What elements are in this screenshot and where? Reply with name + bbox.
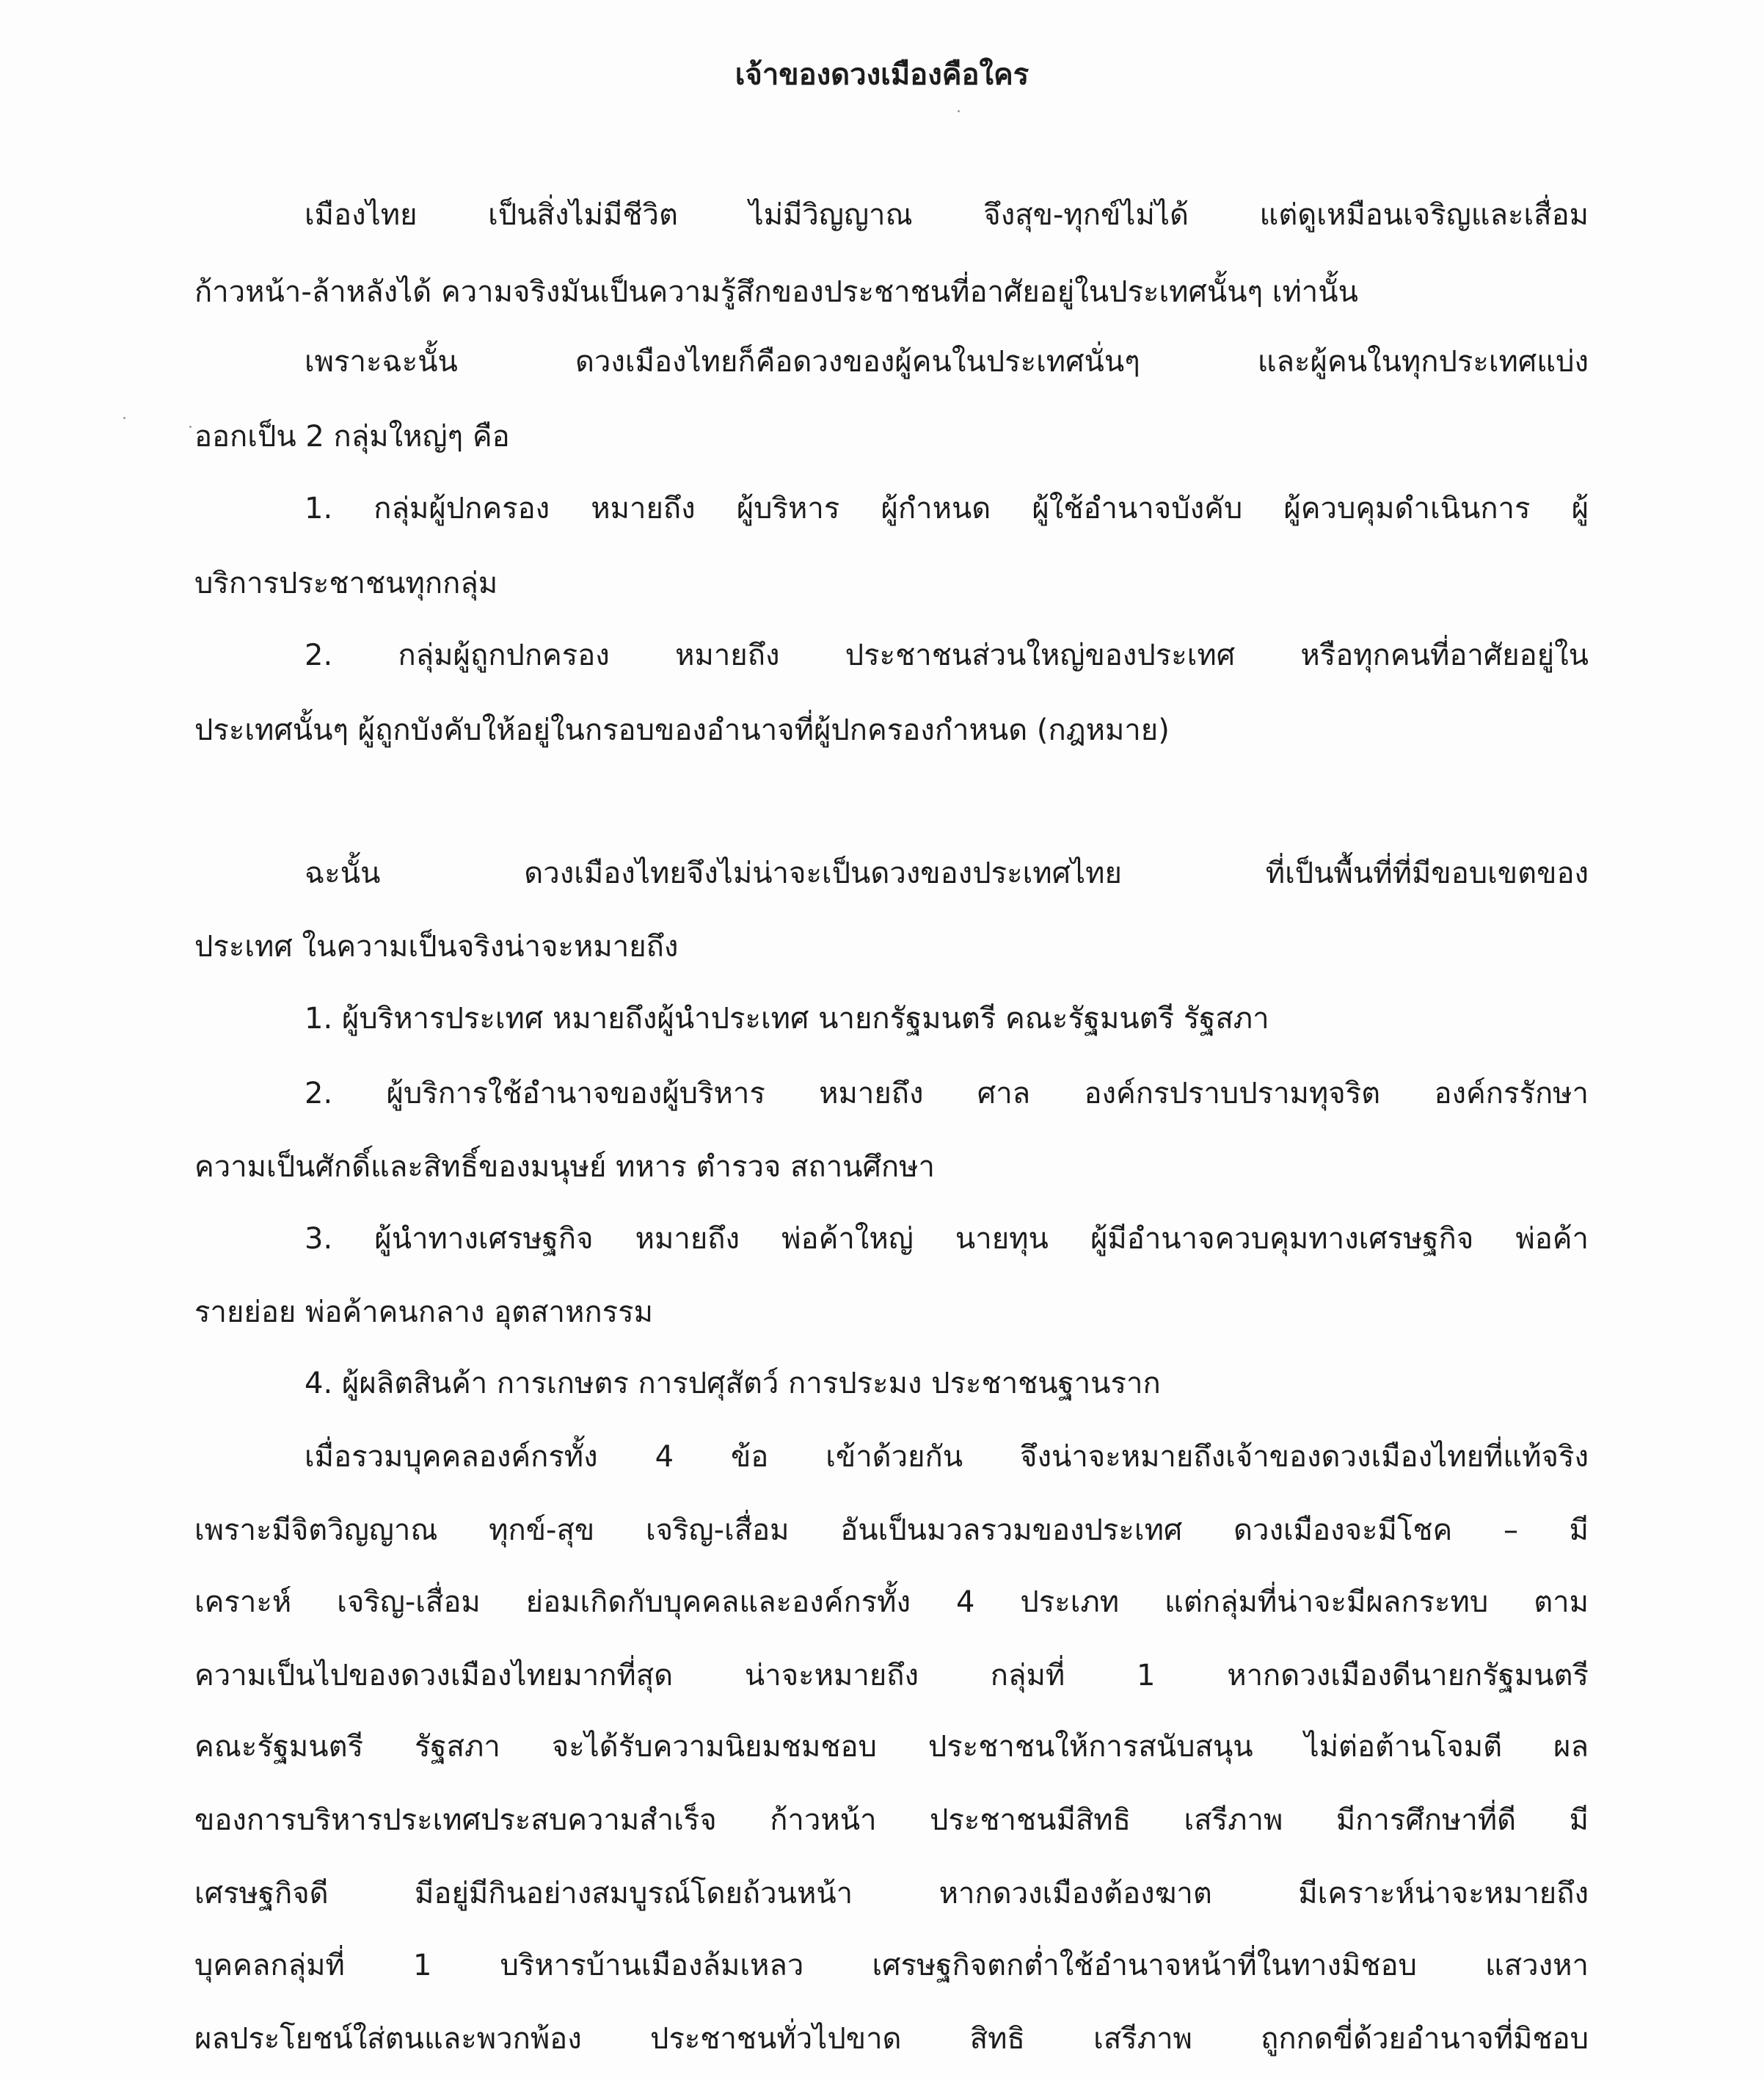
scan-speck xyxy=(123,417,125,419)
paragraph-line: เพราะมีจิตวิญญาณ ทุกข์-สุข เจริญ-เสื่อม อันเป็นมวลรวมของประเทศ ดวงเมืองจะมีโชค – มี xyxy=(194,1513,1589,1547)
scan-speck xyxy=(958,110,960,112)
paragraph-line: คณะรัฐมนตรี รัฐสภา จะได้รับความนิยมชมชอบ ประชาชนให้การสนับสนุน ไม่ต่อต้านโจมตี ผล xyxy=(194,1730,1589,1764)
list-item-line: 1. ผู้บริหารประเทศ หมายถึงผู้นำประเทศ นายกรัฐมนตรี คณะรัฐมนตรี รัฐสภา xyxy=(305,1002,1269,1036)
paragraph-line: ผลประโยชน์ใส่ตนและพวกพ้อง ประชาชนทั่วไปขาด สิทธิ เสรีภาพ ถูกกดขี่ด้วยอำนาจที่มิชอบ xyxy=(194,2022,1589,2056)
paragraph-line: ประเทศ ในความเป็นจริงน่าจะหมายถึง xyxy=(194,930,679,964)
list-item-line: ประเทศนั้นๆ ผู้ถูกบังคับให้อยู่ในกรอบของอำนาจที่ผู้ปกครองกำหนด (กฎหมาย) xyxy=(194,713,1170,747)
paragraph-line: ออกเป็น 2 กลุ่มใหญ่ๆ คือ xyxy=(194,420,510,454)
list-item-line: 1. กลุ่มผู้ปกครอง หมายถึง ผู้บริหาร ผู้กำหนด ผู้ใช้อำนาจบังคับ ผู้ควบคุมดำเนินการ ผู้ xyxy=(305,492,1589,526)
list-item-line: บริการประชาชนทุกกลุ่ม xyxy=(194,567,498,600)
list-item-line: 3. ผู้นำทางเศรษฐกิจ หมายถึง พ่อค้าใหญ่ นายทุน ผู้มีอำนาจควบคุมทางเศรษฐกิจ พ่อค้า xyxy=(305,1222,1589,1256)
document-title: เจ้าของดวงเมืองคือใคร xyxy=(735,58,1029,92)
list-item-line: รายย่อย พ่อค้าคนกลาง อุตสาหกรรม xyxy=(194,1295,653,1329)
paragraph-line: เศรษฐกิจดี มีอยู่มีกินอย่างสมบูรณ์โดยถ้วนหน้า หากดวงเมืองต้องฆาต มีเคราะห์น่าจะหมายถึง xyxy=(194,1877,1589,1910)
paragraph-line: ก้าวหน้า-ล้าหลังได้ ความจริงมันเป็นความรู้สึกของประชาชนที่อาศัยอยู่ในประเทศนั้นๆ เท่านั้น xyxy=(194,275,1358,309)
paragraph-line: เมื่อรวมบุคคลองค์กรทั้ง 4 ข้อ เข้าด้วยกัน จึงน่าจะหมายถึงเจ้าของดวงเมืองไทยที่แท้จริง xyxy=(305,1440,1589,1474)
paragraph-line: ฉะนั้น ดวงเมืองไทยจึงไม่น่าจะเป็นดวงของประเทศไทย ที่เป็นพื้นที่ที่มีขอบเขตของ xyxy=(305,857,1589,890)
list-item-line: ความเป็นศักดิ์และสิทธิ์ของมนุษย์ ทหาร ตำรวจ สถานศึกษา xyxy=(194,1150,935,1184)
paragraph-line: เมืองไทย เป็นสิ่งไม่มีชีวิต ไม่มีวิญญาณ จึงสุข-ทุกข์ไม่ได้ แต่ดูเหมือนเจริญและเสื่อม xyxy=(305,198,1589,232)
paragraph-line: ของการบริหารประเทศประสบความสำเร็จ ก้าวหน้า ประชาชนมีสิทธิ เสรีภาพ มีการศึกษาที่ดี มี xyxy=(194,1803,1589,1837)
paragraph-line: เพราะฉะนั้น ดวงเมืองไทยก็คือดวงของผู้คนในประเทศนั่นๆ และผู้คนในทุกประเทศแบ่ง xyxy=(305,345,1589,379)
paragraph-line: ความเป็นไปของดวงเมืองไทยมากที่สุด น่าจะหมายถึง กลุ่มที่ 1 หากดวงเมืองดีนายกรัฐมนตรี xyxy=(194,1659,1589,1692)
list-item-line: 2. ผู้บริการใช้อำนาจของผู้บริหาร หมายถึง ศาล องค์กรปราบปรามทุจริต องค์กรรักษา xyxy=(305,1077,1589,1110)
scan-speck xyxy=(189,426,192,428)
paragraph-line: เคราะห์ เจริญ-เสื่อม ย่อมเกิดกับบุคคลและองค์กรทั้ง 4 ประเภท แต่กลุ่มที่น่าจะมีผลกระทบ ตาม xyxy=(194,1585,1589,1619)
paragraph-line: บุคคลกลุ่มที่ 1 บริหารบ้านเมืองล้มเหลว เศรษฐกิจตกต่ำใช้อำนาจหน้าที่ในทางมิชอบ แสวงหา xyxy=(194,1949,1589,1982)
list-item-line: 2. กลุ่มผู้ถูกปกครอง หมายถึง ประชาชนส่วนใหญ่ของประเทศ หรือทุกคนที่อาศัยอยู่ใน xyxy=(305,639,1589,672)
list-item-line: 4. ผู้ผลิตสินค้า การเกษตร การปศุสัตว์ การประมง ประชาชนฐานราก xyxy=(305,1367,1161,1400)
